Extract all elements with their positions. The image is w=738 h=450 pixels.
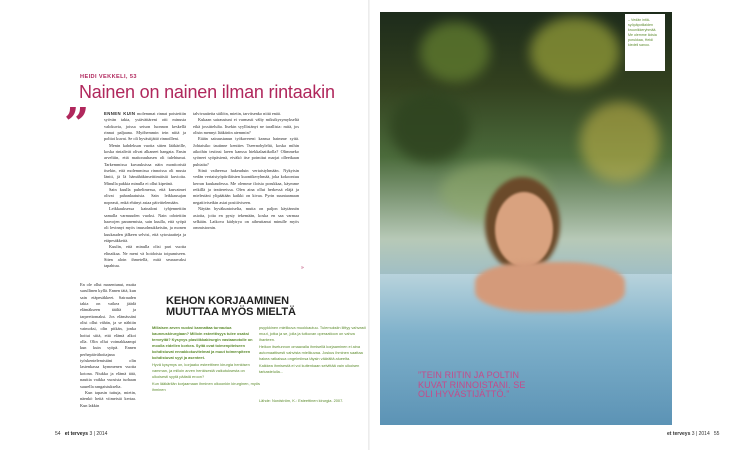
body-paragraph: Näytän hyväkuntoiselta, mutta on paljon käytännön asioita, joita en pysty tekemään, koska en saa varmaa selkään. Latkova kädytrya on aiheuttanut minulle myös ommistornin. — [193, 206, 299, 231]
pull-quote: ”TEIN RIITIN JA POLTIN KUVAT RINNOISTANI. SE OLI HYVÄSTIJÄTTÖ.” — [418, 370, 526, 399]
body-paragraph: Sain kuulla puhelimessa, että kasvaimet olivat pahanlaatuisia. Sain leikkausajan nopeasti, enkä ehtinyt asiaa päivittelemään. — [104, 187, 186, 205]
article-headline: Nainen on nainen ilman rintaakin — [79, 82, 335, 102]
continue-arrow-icon: » — [301, 265, 304, 271]
body-column-1 — [104, 111, 186, 282]
sidebar-title-line-2: MUUTTAA MYÖS MIELTÄ — [166, 306, 296, 318]
body-paragraph: En ole ollut masentunut, mutta surullinen kyllä. Ennen tätä, kun sain etäpesäkkeet. Sairauden takia on vaikea jäädä elämäkseen täältä ja tarpeettomaksi. Jos elämässäni olisi ollut vähän, ja se nähtiin vaimoksi, olin pitkän, jonka hoitui siitä, että elämä alkoi olla. Olin ollut voimakkaampi kun kuin syöpä. Ennen perhepäivähoitajana työskentelemistäni olin lastenkassa kymmenen vuotta kotona. Niukka ja elämä tätä, nauttia vaikka vuosista turhaan suurella rangaistukselta. — [80, 282, 136, 389]
shoulders — [475, 262, 625, 312]
brand-right: et terveys — [667, 431, 691, 437]
body-paragraph: Siinä vaiheessa hakeuduin vertaistyhmään. Nykyisin vedän vertaistyöpiiriläisten kuontikeryhmää, joka kokoontuu kerran kuukaudessa. Me olemme iloisia porukkaa, käymme retkillä ja teattereissa. Olen aina ollut herkessä eläjä ja mielestäni ylipäätään kaikki on kivaa. Pyrin suuntaamaan negatiivisetkin asiat positiiviseen. — [193, 168, 299, 205]
foliage-bokeh — [420, 22, 490, 82]
sidebar-intro: Millaisen arven vuoksi kannattaa turvautua kauneuskirurgiaan? Milloin esteettisyys tulee osaksi terveyttä? Kysyvys plastiikkakirurgin vastaanotolle on moolla eidellen korkea. Syitä ovat toimenpiteiseen kohdistuvat ennakkokuvitelmat ja muut toimenpiteen kohdistuvat syyt ja asenteet. — [152, 325, 253, 360]
sidebar-paragraph: Heikon itsetunnon omaavalla ihmisellä korjaaminen ei aina automaattisesti vahvista mielikuvaa. Joskus ihminen saattaa hakea ratkaisua ongelmiinsa täysin väärältä alueelta. — [259, 344, 363, 361]
body-paragraph: Kun tapasin tuttuja, mietin, näenkö heitä viimeistä kertaa. Kun lakkin — [80, 389, 136, 408]
issue-right: 3 | 2014 — [691, 431, 710, 437]
sidebar-title — [166, 296, 296, 318]
body-column-2 — [193, 111, 299, 271]
body-paragraph: Leikkauksessa kainaloni tyhjennettiin samalla varmuuden vuoksi. Nain odotettiin haavojen paranemista, sain kuulla, että syöpä oli levinnyt myös imusolmukkeisiin, ja monen kuukauden jälkeen selvisi, että sytostaatteja ja etäpesäkkeitä. — [104, 206, 186, 243]
sidebar-title-line-1: KEHON KORJAAMINEN — [166, 295, 289, 307]
sidebar-source: Lähde: Nordström, K.: Esteettinen kirurgia. 2007. — [259, 398, 344, 403]
lead-word: ENNEN KUIN — [104, 111, 136, 116]
sidebar-paragraph: psyykkinen mielikuva muokkautuu. Tulemuksiin liittyy vahvasti muut, jotka ja se, jolla ja tutkuvan operaatioon on vahva ihanteen. — [259, 325, 366, 342]
sidebar-paragraph: Hyvä kysymys on, korjaako esteettinen kirurgia henkisen vamman, ja milloin arven henkisestä vaikutuksesta on ulkoisesti syytä päästä eroon? — [152, 362, 250, 379]
face — [495, 192, 553, 267]
lead-paragraph — [104, 111, 186, 143]
portrait-photo — [380, 12, 672, 425]
quote-mark-icon: ” — [64, 99, 90, 150]
footer-right — [667, 431, 719, 437]
body-paragraph: Kuulin, että minulla olisi pari vuotta elinaikaa. Ne meni vä hoidoista toipumiseen. Siten aloin ihmetellä, mitä seuraavaksi tapahtuu. — [104, 244, 186, 269]
body-paragraph: talvivaatteita säilöin, mietin, tarvitsenko niitä enää. — [193, 111, 281, 116]
foliage-bokeh — [580, 102, 660, 182]
body-column-1-continued — [80, 282, 136, 410]
lead-text: molemmat rinnat poistettiin syövän takia, ystävättäreni otti minusta valokuvia, joissa seison luonnon keskellä rinnat paljaana. Myöhemmin tein niitä ja polttoi kuvat. Se oli hyvästijättö rinnoilleni. — [104, 111, 186, 142]
issue-left: 3 | 2014 — [89, 431, 108, 437]
body-paragraph: Menin kahdeksan vuotta sitten lääkärille, koska rintalivät olivat alkaneet hangata. Ensin arveltiin, että maitorauhasen oli tulehtunut. Tarkemmissa kuvauksissa näin monitoristä itsekin, että molemmissa rinnoissa oli musta läntti, jä lä hämähäkinseittimäisiä kuvioita. Minulla pakkia minulla ei ollut kipeänä. — [104, 142, 186, 186]
foliage-bokeh — [390, 92, 470, 162]
photo-caption: – Vedän intiä-syöpäpotilaiden kruunikkeryhmää. Me olemme iloisia porukkaa, Heidi kiedeli sanoo. — [625, 14, 665, 71]
body-paragraph: Kukaan sairaustuni ei varmasti välty miksikysymykseltä eikä jossittelulta. Itsekin syyllistänyt ne tarallista: mitä, jos olisin mennyt lääkäriin aiemmin? — [193, 117, 299, 136]
article-kicker: HEIDI VEKKELI, 53 — [80, 74, 137, 80]
page-number-right: 55 — [713, 431, 720, 437]
body-paragraph: Etään sairaustanun työkavereni kanssa haimme syitä. Johtaisiko tautinne kentties Tseernobyleltä, koska mihin aikoihin tesiinsi laeen kanssa hiekkalaatikolla? Olimmeko syöneet syöpäsienä, eiväkö itse poimitut marjat olleetkaan puhtaita? — [193, 136, 299, 167]
sidebar-paragraph: Kaikkea ihmisestä ei voi kuitenkaan selvittää vain ulkoisen tarkastelulla... — [259, 363, 360, 374]
sidebar-paragraph: Kun lääkärilän korjaamaan ihminen olkoonkin kirurginen, myös ihminen — [152, 381, 260, 392]
foliage-bokeh — [530, 17, 620, 87]
sidebar-column-1 — [152, 325, 260, 415]
brand-left: et terveys — [64, 431, 89, 437]
footer-left — [55, 431, 107, 437]
page-number-left: 54 — [55, 431, 61, 437]
page-gutter — [368, 0, 370, 450]
